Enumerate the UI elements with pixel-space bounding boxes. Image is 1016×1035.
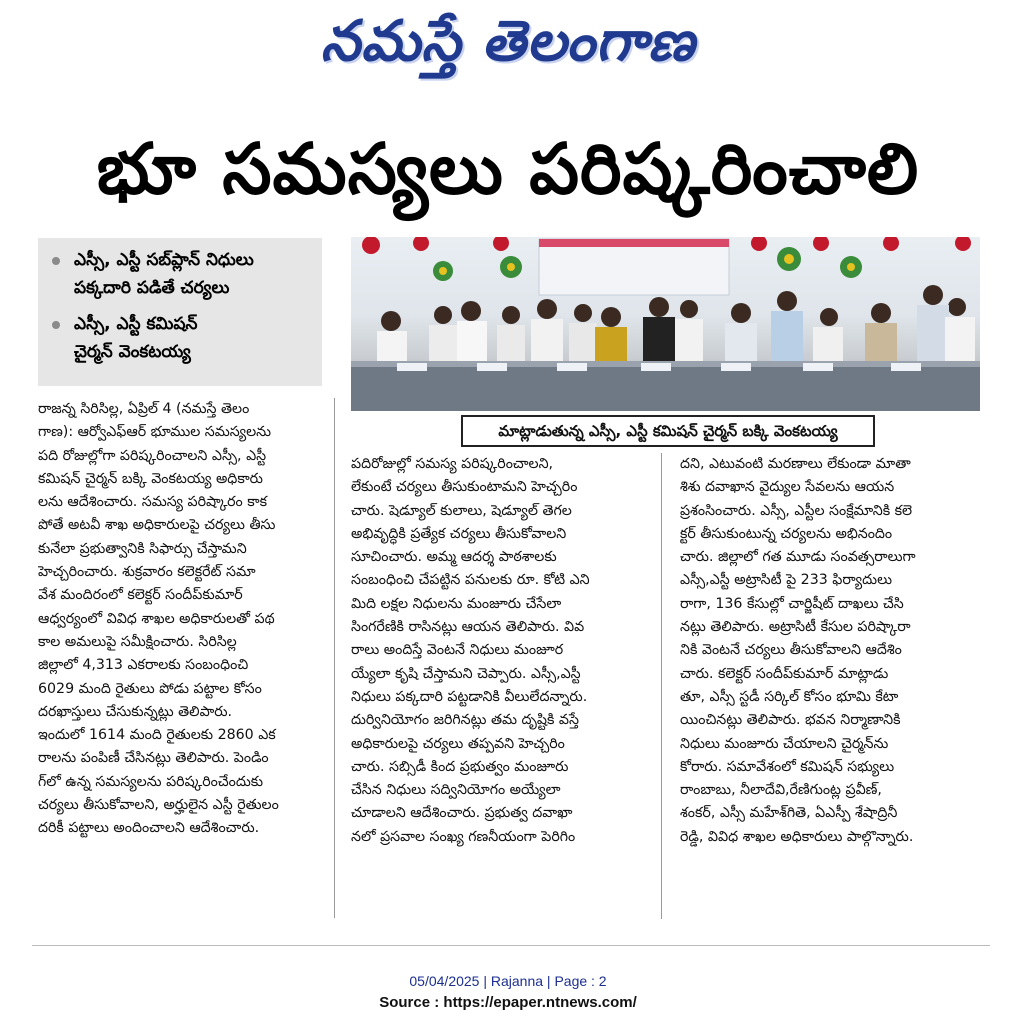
highlight-line: పక్కదారి పడితే చర్యలు: [74, 278, 230, 298]
article-line: తూ, ఎస్సీ స్టడీ సర్కిల్ కోసం భూమి కేటా: [680, 688, 899, 705]
article-line: లను ఆదేశించారు. సమస్య పరిష్కారం కాక: [38, 494, 268, 511]
article-line: దని, ఎటువంటి మరణాలు లేకుండా మాతా: [680, 456, 911, 472]
footer-source-link[interactable]: Source : https://epaper.ntnews.com/: [379, 994, 637, 1011]
article-line: చారు. సబ్సిడీ కింద ప్రభుత్వం మంజూరు: [351, 758, 569, 775]
article-line: సింగరేణికి రాసినట్లు ఆయన తెలిపారు. వివ: [351, 619, 585, 636]
article-line: నలో ప్రసవాల సంఖ్య గణనీయంగా పెరిగిం: [351, 828, 576, 845]
article-line: దుర్వినియోగం జరిగినట్లు తమ దృష్టికి వస్తే: [351, 712, 579, 729]
article-line: హెచ్చరించారు. శుక్రవారం కలెక్టరేట్ సమా: [38, 564, 256, 581]
article-line: వేశ మందిరంలో కలెక్టర్ సందీప్‌కుమార్: [38, 587, 243, 604]
article-line: ఇందులో 1614 మంది రైతులకు 2860 ఎక: [38, 727, 276, 744]
article-line: నట్లు తెలిపారు. అట్రాసిటీ కేసుల పరిష్కారా: [680, 619, 911, 636]
article-line: నికి వెంటనే చర్యలు తీసుకోవాలని ఆదేశిం: [680, 642, 902, 659]
footer-edition-info: 05/04/2025 | Rajanna | Page : 2: [409, 973, 607, 989]
masthead: [0, 2, 1016, 82]
column-divider: [661, 453, 662, 919]
article-line: శిశు దవాఖాన వైద్యుల సేవలను ఆయన: [680, 479, 895, 496]
article-line: రాలను పంపిణీ చేసినట్లు తెలిపారు. పెండిం: [38, 750, 269, 767]
article-line: కమిషన్ చైర్మన్ బక్కి వెంకటయ్య అధికారు: [38, 470, 263, 487]
article-line: రాజన్న సిరిసిల్ల, ఏప్రిల్ 4 (నమస్తే తెలం: [38, 401, 250, 417]
highlights-box: [38, 238, 322, 386]
bullet-icon: [52, 321, 60, 329]
article-line: పోతే అటవీ శాఖ అధికారులపై చర్యలు తీసు: [38, 517, 276, 534]
article-line: క్టర్ తీసుకుంటున్న చర్యలను అభినందిం: [680, 525, 893, 542]
article-line: గ్‌లో ఉన్న సమస్యలను పరిష్కరించేందుకు: [38, 773, 264, 790]
footer-divider: [32, 945, 990, 946]
article-line: రెడ్డి, వివిధ శాఖల అధికారులు పాల్గొన్నారు.: [680, 828, 914, 845]
meeting-photo-illustration: [351, 237, 980, 411]
article-line: మిది లక్షల నిధులను మంజూరు చేసేలా: [351, 595, 562, 612]
article-line: ఎస్సీ,ఎస్టీ అట్రాసిటీ పై 233 ఫిర్యాదులు: [680, 572, 893, 589]
article-line: ప్రశంసించారు. ఎస్సీ, ఎస్టీల సంక్షేమానికి కలె: [680, 502, 913, 519]
article-line: రాంబాబు, నీలాదేవి,రేణిగుంట్ల ప్రవీణ్,: [680, 782, 882, 799]
article-line: అభివృద్ధికి ప్రత్యేక చర్యలు తీసుకోవాలని: [351, 525, 567, 542]
photo-caption: మాట్లాడుతున్న ఎస్సీ, ఎస్టీ కమిషన్ చైర్మన్ బక్కి వెంకటయ్య: [461, 415, 875, 447]
article-line: య్యేలా కృషి చేస్తామని చెప్పారు. ఎస్సీ,ఎస్టీ: [351, 665, 581, 682]
article-line: కునేలా ప్రభుత్వానికి సిఫార్సు చేస్తామని: [38, 540, 247, 557]
article-line: గాణ): ఆర్వోఎఫ్ఆర్ భూముల సమస్యలను: [38, 424, 271, 441]
bullet-icon: [52, 257, 60, 265]
article-column-1: [38, 398, 326, 841]
highlight-line: ఎస్సీ, ఎస్టీ కమిషన్: [74, 314, 198, 334]
article-line: పది రోజుల్లోగా పరిష్కరించాలని ఎస్సీ, ఎస్టీ: [38, 447, 267, 464]
article-line: యించినట్లు తెలిపారు. భవన నిర్మాణానికి: [680, 712, 901, 729]
event-photo: [351, 237, 980, 411]
article-column-3: [680, 453, 980, 849]
column-divider: [334, 398, 335, 918]
article-line: ఆధ్వర్యంలో వివిధ శాఖల అధికారులతో పథ: [38, 610, 275, 627]
highlight-item: [48, 310, 314, 366]
article-line: పదిరోజుల్లో సమస్య పరిష్కరించాలని,: [351, 456, 554, 472]
headline: భూ సమస్యలు పరిష్కరించాలి: [96, 128, 920, 210]
article-line: దరఖాస్తులు చేసుకున్నట్లు తెలిపారు.: [38, 703, 233, 720]
article-line: చారు. జిల్లాలో గత మూడు సంవత్సరాలుగా: [680, 549, 916, 566]
article-line: సూచించారు. అమ్మ ఆదర్శ పాఠశాలకు: [351, 549, 557, 566]
highlight-line: చైర్మన్ వెంకటయ్య: [74, 342, 191, 362]
masthead-logo: నమస్తే తెలంగాణ: [320, 8, 696, 74]
article-line: అధికారులపై చర్యలు తప్పవని హెచ్చరిం: [351, 735, 565, 752]
article-line: కాల అమలుపై సమీక్షించారు. సిరిసిల్ల: [38, 633, 237, 650]
article-line: చారు. షెడ్యూల్ కులాలు, షెడ్యూల్ తెగల: [351, 502, 572, 519]
article-line: సంబంధించి చేపట్టిన పనులకు రూ. కోటి ఎని: [351, 572, 590, 589]
article-line: చారు. కలెక్టర్ సందీప్‌కుమార్ మాట్లాడు: [680, 665, 889, 682]
article-line: చూడాలని ఆదేశించారు. ప్రభుత్వ దవాఖా: [351, 805, 573, 822]
article-line: 6029 మంది రైతులు పోడు పట్టాల కోసం: [38, 680, 262, 697]
article-line: రాగా, 136 కేసుల్లో చార్జిషీట్ దాఖలు చేసి: [680, 595, 904, 612]
article-line: జిల్లాలో 4,313 ఎకరాలకు సంబంధించి: [38, 657, 249, 674]
article-line: చర్యలు తీసుకోవాలని, అర్హులైన ఎస్టీ రైతులం: [38, 797, 279, 814]
highlight-line: ఎస్సీ, ఎస్టీ సబ్‌ప్లాన్ నిధులు: [74, 250, 254, 270]
article-line: నిధులు మంజూరు చేయాలని చైర్మన్‌ను: [680, 735, 889, 752]
highlight-item: [48, 246, 314, 302]
article-column-2: [351, 453, 647, 849]
article-line: రాలు అందిస్తే వెంటనే నిధులు మంజూర: [351, 642, 564, 659]
article-line: నిధులు పక్కదారి పట్టడానికి వీలులేదన్నారు.: [351, 688, 588, 705]
article-line: శంకర్, ఎస్సీ మహేశ్‌గితె, ఏఎస్పీ శేషాద్రినీ: [680, 805, 898, 822]
article-line: దరికీ పట్టాలు అందించాలని ఆదేశించారు.: [38, 820, 260, 837]
article-line: కోరారు. సమావేశంలో కమిషన్ సభ్యులు: [680, 758, 895, 775]
article-line: చేసిన నిధులు సద్వినియోగం అయ్యేలా: [351, 782, 561, 799]
article-line: లేకుంటే చర్యలు తీసుకుంటామని హెచ్చరిం: [351, 479, 578, 496]
